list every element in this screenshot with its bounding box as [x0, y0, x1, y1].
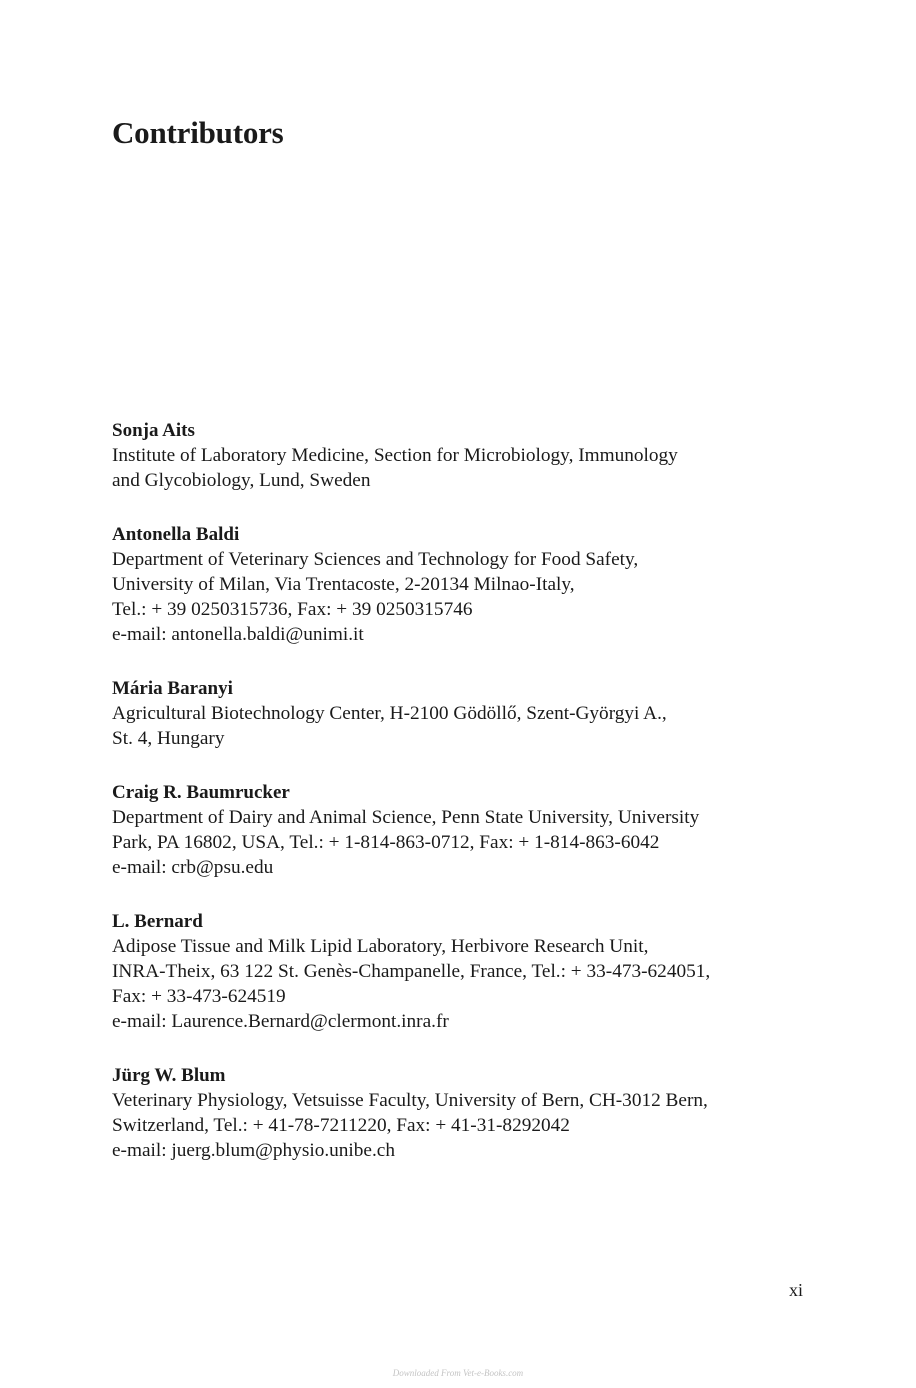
contributor-name: Mária Baranyi: [112, 678, 233, 699]
contributor-entry: [112, 1063, 812, 1163]
email-line: e-mail: juerg.blum@physio.unibe.ch: [112, 1140, 396, 1161]
affiliation-line: Department of Veterinary Sciences and Technology for Food Safety,: [112, 549, 639, 570]
contact-line: Fax: + 33-473-624519: [112, 986, 286, 1007]
contributor-name: Antonella Baldi: [112, 524, 240, 545]
affiliation-line: Agricultural Biotechnology Center, H-2100 Gödöllő, Szent-Györgyi A.,: [112, 703, 667, 724]
affiliation-line: and Glycobiology, Lund, Sweden: [112, 470, 371, 491]
contact-line: Tel.: + 39 0250315736, Fax: + 39 0250315746: [112, 599, 473, 620]
contributor-name: Craig R. Baumrucker: [112, 782, 290, 803]
affiliation-line: Institute of Laboratory Medicine, Section for Microbiology, Immunology: [112, 445, 678, 466]
affiliation-line: St. 4, Hungary: [112, 728, 225, 749]
email-line: e-mail: Laurence.Bernard@clermont.inra.fr: [112, 1011, 449, 1032]
contributor-entry: [112, 522, 812, 647]
contributor-name: Jürg W. Blum: [112, 1065, 226, 1086]
watermark: Downloaded From Vet-e-Books.com: [392, 1368, 524, 1378]
contributor-list: [112, 418, 812, 1192]
contributor-entry: [112, 909, 812, 1034]
contributor-entry: [112, 780, 812, 880]
contributor-entry: [112, 676, 812, 751]
email-line: e-mail: crb@psu.edu: [112, 857, 274, 878]
contact-line: Switzerland, Tel.: + 41-78-7211220, Fax: + 41-31-8292042: [112, 1115, 570, 1136]
page-title: Contributors: [112, 115, 284, 150]
contributor-name: Sonja Aits: [112, 420, 195, 441]
contact-line: Park, PA 16802, USA, Tel.: + 1-814-863-0712, Fax: + 1-814-863-6042: [112, 832, 660, 853]
affiliation-line: Veterinary Physiology, Vetsuisse Faculty, University of Bern, CH-3012 Bern,: [112, 1090, 708, 1111]
affiliation-line: Adipose Tissue and Milk Lipid Laboratory, Herbivore Research Unit,: [112, 936, 649, 957]
page-number: xi: [788, 1280, 803, 1300]
affiliation-line: Department of Dairy and Animal Science, Penn State University, University: [112, 807, 700, 828]
affiliation-line: University of Milan, Via Trentacoste, 2-20134 Milnao-Italy,: [112, 574, 575, 595]
contributor-entry: [112, 418, 812, 493]
affiliation-line: INRA-Theix, 63 122 St. Genès-Champanelle, France, Tel.: + 33-473-624051,: [112, 961, 711, 982]
email-line: e-mail: antonella.baldi@unimi.it: [112, 624, 364, 645]
contributor-name: L. Bernard: [112, 911, 203, 932]
